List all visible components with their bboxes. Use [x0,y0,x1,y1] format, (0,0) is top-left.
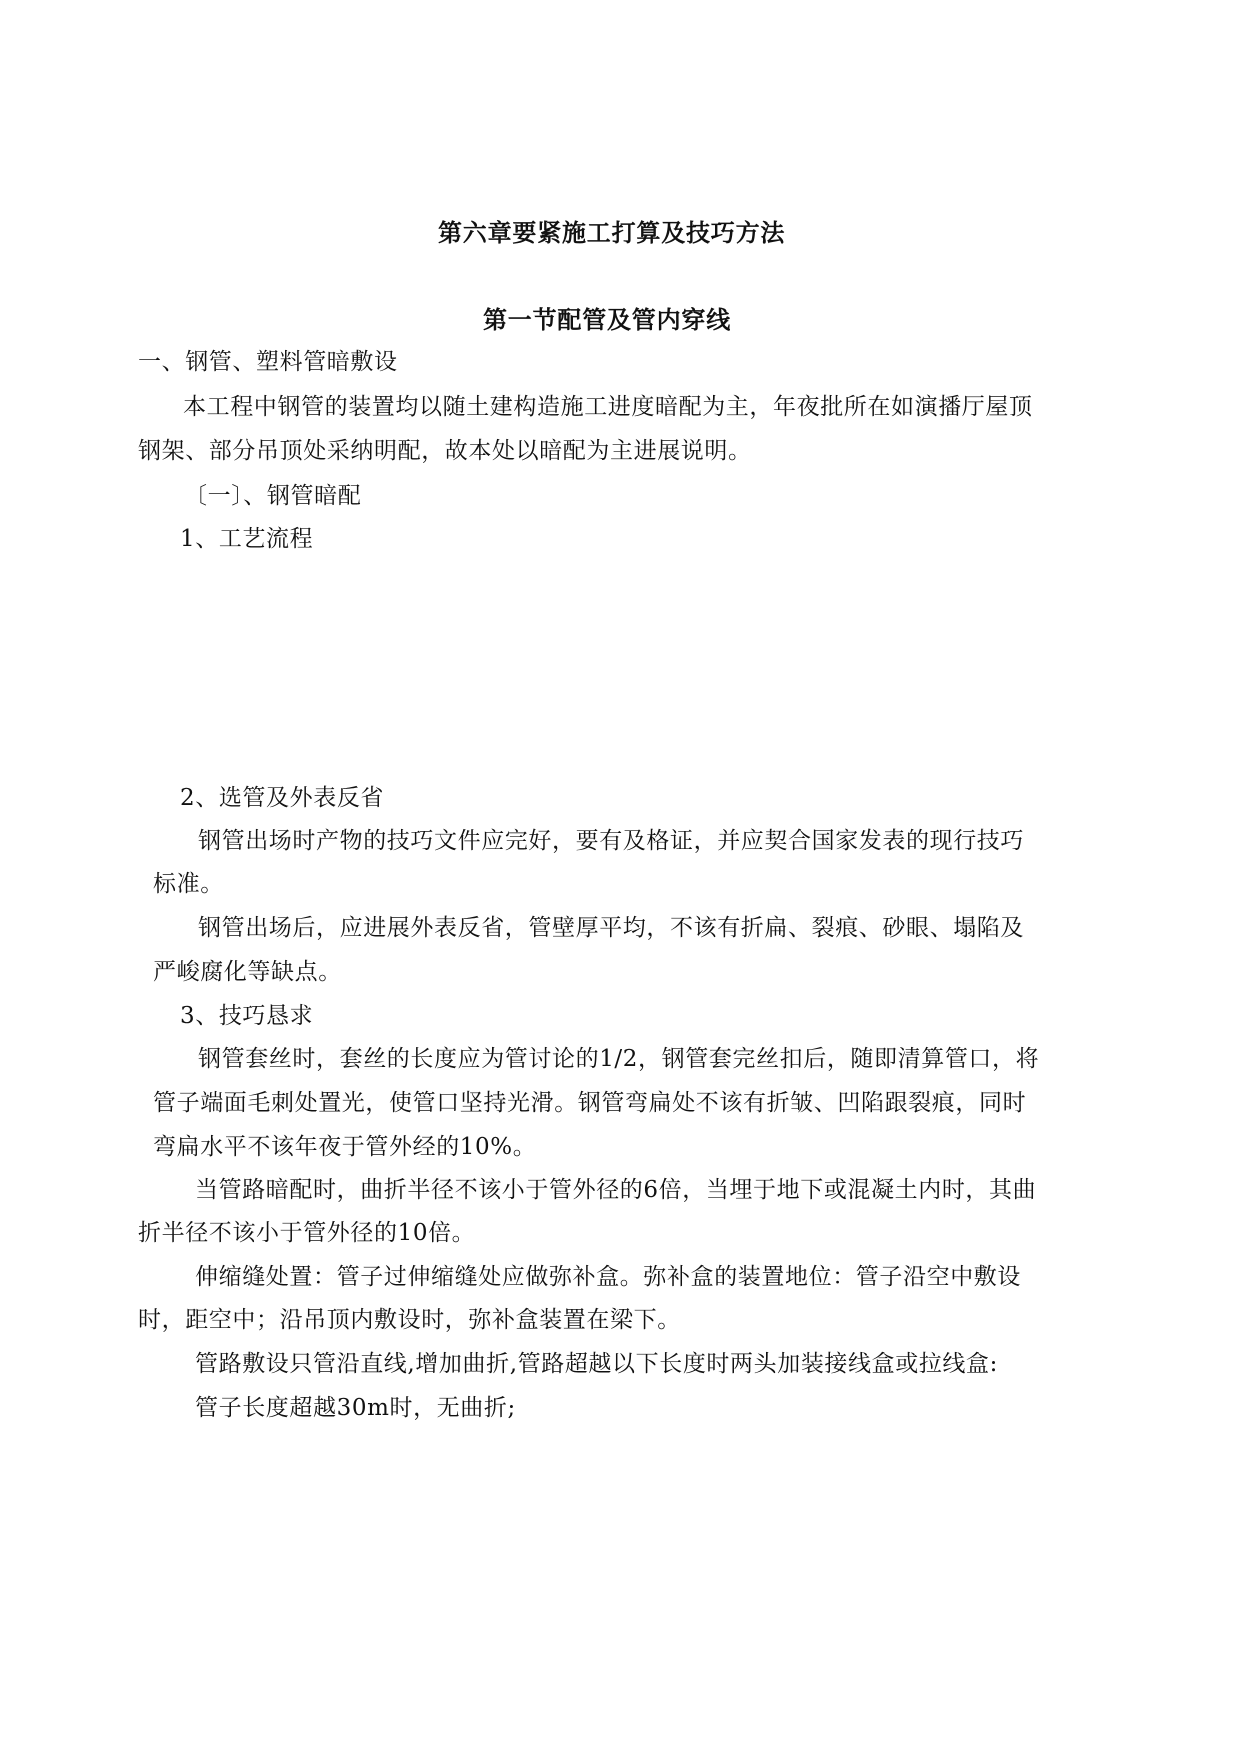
section-title: 第一节配管及管内穿线 [483,306,731,334]
heading-steel-plastic-pipe: 一、钢管、塑料管暗敷设 [138,349,398,375]
paragraph-3c-line-2: 时，距空中；沿吊顶内敷设时，弥补盒装置在梁下。 [138,1307,681,1333]
item-technical-requirements: 3、技巧恳求 [180,1003,314,1029]
paragraph-2b-line-2: 严峻腐化等缺点。 [153,959,342,985]
sub-heading-steel-concealed: 〔一〕、钢管暗配 [184,483,362,509]
paragraph-2a-line-2: 标准。 [153,871,224,897]
paragraph-3c-line-1: 伸缩缝处置：管子过伸缩缝处应做弥补盒。弥补盒的装置地位：管子沿空中敷设 [195,1264,1021,1290]
paragraph-3a-line-2: 管子端面毛刺处置光，使管口坚持光滑。钢管弯扁处不该有折皱、凹陷跟裂痕，同时 [153,1090,1027,1116]
paragraph-2a-line-1: 钢管出场时产物的技巧文件应完好，要有及格证，并应契合国家发表的现行技巧 [198,828,1024,854]
paragraph-3d: 管路敷设只管沿直线,增加曲折,管路超越以下长度时两头加装接线盒或拉线盒: [195,1351,998,1377]
chapter-title: 第六章要紧施工打算及技巧方法 [438,219,786,247]
paragraph-intro-line-2: 钢架、部分吊顶处采纳明配，故本处以暗配为主进展说明。 [138,438,752,464]
paragraph-3a-line-1: 钢管套丝时，套丝的长度应为管讨论的1/2，钢管套完丝扣后，随即清算管口，将 [198,1046,1040,1072]
paragraph-3b-line-1: 当管路暗配时，曲折半径不该小于管外径的6倍，当埋于地下或混凝土内时，其曲 [195,1177,1037,1203]
paragraph-3a-line-3: 弯扁水平不该年夜于管外经的10%。 [153,1134,537,1160]
paragraph-3b-line-2: 折半径不该小于管外径的10倍。 [138,1220,476,1246]
paragraph-intro-line-1: 本工程中钢管的装置均以随土建构造施工进度暗配为主，年夜批所在如演播厅屋顶 [183,394,1033,420]
paragraph-2b-line-1: 钢管出场后，应进展外表反省，管壁厚平均，不该有折扁、裂痕、砂眼、塌陷及 [198,915,1024,941]
item-pipe-selection: 2、选管及外表反省 [180,785,385,811]
item-process-flow: 1、工艺流程 [180,526,314,552]
paragraph-3e: 管子长度超越30m时，无曲折; [195,1395,516,1421]
